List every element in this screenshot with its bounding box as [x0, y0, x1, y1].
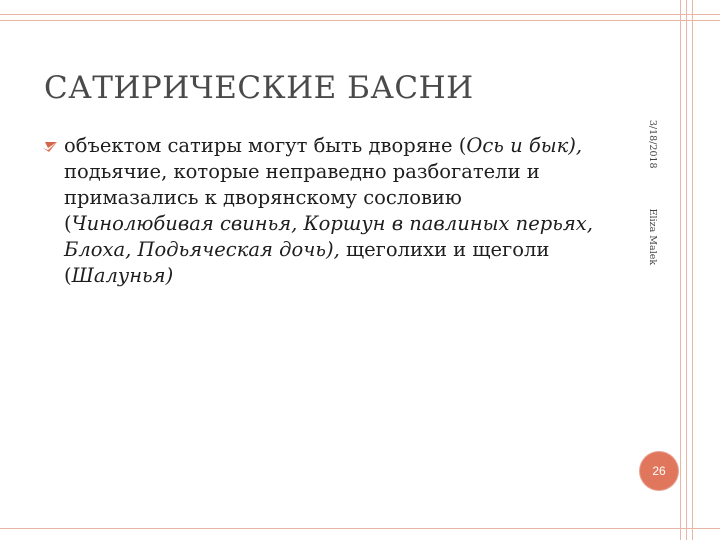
- frame-line: [692, 0, 693, 540]
- body-text-italic: Чинолюбивая свинья, Коршун в павлиных перьях, Блоха, Подьяческая дочь),: [64, 212, 593, 261]
- side-footer: [642, 118, 664, 266]
- frame-line: [680, 0, 681, 540]
- body-text-segment: объектом сатиры могут быть дворяне (: [64, 134, 467, 157]
- frame-line: [0, 14, 720, 15]
- bullet-icon: [42, 139, 58, 155]
- slide-date: 3/18/2018: [647, 119, 659, 169]
- slide-body: [64, 133, 604, 289]
- body-text-italic: Шалунья): [71, 264, 174, 287]
- slide-title: САТИРИЧЕСКИЕ БАСНИ: [44, 70, 474, 106]
- body-text-italic: Ось и бык),: [466, 134, 583, 157]
- body-text-segment: щеголихи и щеголи (: [64, 238, 550, 287]
- frame-line: [0, 528, 720, 529]
- frame-line: [686, 0, 687, 540]
- frame-line: [0, 20, 720, 21]
- page-number-badge: 26: [640, 452, 678, 490]
- slide-author: Eliza Malek: [647, 208, 659, 265]
- body-text-segment: подьячие, которые неправедно разбогатели и примазались к дворянскому сословию (: [64, 160, 540, 235]
